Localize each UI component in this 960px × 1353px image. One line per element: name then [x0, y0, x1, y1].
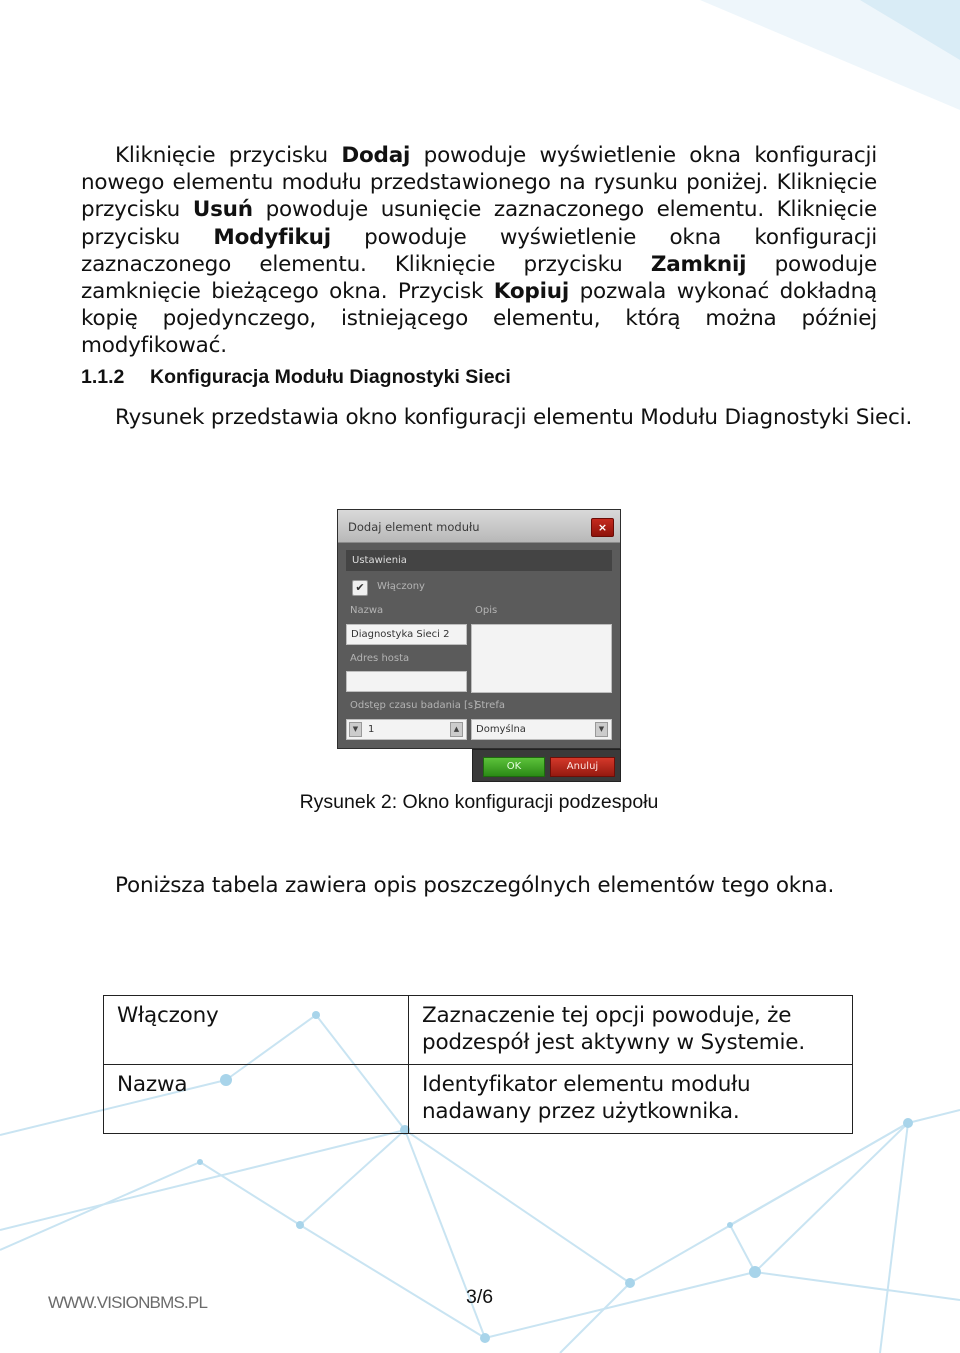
- name-value: Diagnostyka Sieci 2: [351, 629, 450, 640]
- bold-kopiuj: Kopiuj: [493, 279, 570, 305]
- bold-zamknij: Zamknij: [650, 251, 747, 277]
- zone-label: Strefa: [475, 700, 505, 711]
- text-run: powoduje usunięcie zaznaczonego elementu. Kliknięcie przycisku: [81, 197, 877, 250]
- enabled-label: Włączony: [377, 581, 425, 592]
- dialog-title: Dodaj element modułu: [348, 520, 480, 534]
- cancel-button[interactable]: Anuluj: [550, 757, 615, 777]
- interval-stepper[interactable]: [346, 719, 467, 740]
- dialog-footer: [472, 749, 621, 782]
- bold-usun: Usuń: [192, 197, 253, 223]
- figure-caption: [0, 791, 960, 814]
- section-number: 1.1.2: [81, 366, 125, 388]
- host-label: Adres hosta: [350, 653, 410, 664]
- caption-text: Rysunek 2: Okno konfiguracji podzespołu: [299, 791, 659, 813]
- interval-value: 1: [368, 724, 375, 735]
- close-icon[interactable]: ×: [591, 518, 614, 537]
- chevron-down-icon[interactable]: ▼: [595, 722, 608, 737]
- description-table: [103, 995, 853, 1134]
- figure-intro: Rysunek przedstawia okno konfiguracji elementu Modułu Diagnostyki Sieci.: [115, 405, 913, 430]
- text-run: powoduje zamknięcie bieżącego okna. Przycisk: [81, 251, 877, 305]
- section-title: Konfiguracja Modułu Diagnostyki Sieci: [150, 366, 511, 388]
- table-row: [104, 1065, 853, 1134]
- description-label: Opis: [475, 605, 498, 616]
- text-run: pozwala wykonać dokładną kopię pojedynczego, istniejącego elementu, którą można później modyfikować.: [81, 279, 877, 359]
- name-label: Nazwa: [350, 605, 384, 616]
- text-run: Kliknięcie przycisku: [115, 143, 342, 168]
- host-field[interactable]: [346, 671, 467, 692]
- table-value: Identyfikator elementu modułu nadawany przez użytkownika.: [409, 1065, 853, 1134]
- section-heading: [81, 366, 511, 389]
- zone-value: Domyślna: [476, 724, 526, 735]
- section-label: Ustawienia: [352, 555, 407, 566]
- chevron-down-icon[interactable]: ▼: [349, 722, 362, 737]
- table-key: Włączony: [104, 996, 409, 1065]
- description-textarea[interactable]: [471, 624, 612, 693]
- text-run: powoduje wyświetlenie okna konfiguracji nowego elementu modułu przedstawionego na rysunku poniżej. Kliknięcie przycisku: [81, 143, 877, 223]
- settings-section-header: [346, 550, 612, 571]
- enabled-checkbox[interactable]: ✔: [352, 580, 368, 596]
- ok-button[interactable]: OK: [483, 757, 545, 777]
- intro-paragraph: [81, 142, 877, 360]
- dialog-screenshot: [337, 509, 621, 782]
- text-run: powoduje wyświetlenie okna konfiguracji zaznaczonego elementu. Kliknięcie przycisku: [81, 224, 877, 277]
- page-number: 3/6: [466, 1286, 494, 1308]
- footer-logo: WWW.VISIONBMS.PL: [48, 1293, 208, 1312]
- zone-select[interactable]: [471, 719, 612, 740]
- chevron-up-icon[interactable]: ▲: [450, 722, 463, 737]
- bold-dodaj: Dodaj: [341, 143, 411, 168]
- table-intro: Poniższa tabela zawiera opis poszczególnych elementów tego okna.: [115, 873, 835, 898]
- interval-label: Odstęp czasu badania [s]: [350, 700, 478, 711]
- dialog-window: [337, 509, 621, 749]
- table-row: [104, 996, 853, 1065]
- bold-modyfikuj: Modyfikuj: [213, 224, 331, 250]
- name-field[interactable]: [346, 624, 467, 645]
- table-key: Nazwa: [104, 1065, 409, 1134]
- dialog-titlebar: [338, 510, 620, 543]
- table-value: Zaznaczenie tej opcji powoduje, że podzespół jest aktywny w Systemie.: [409, 996, 853, 1065]
